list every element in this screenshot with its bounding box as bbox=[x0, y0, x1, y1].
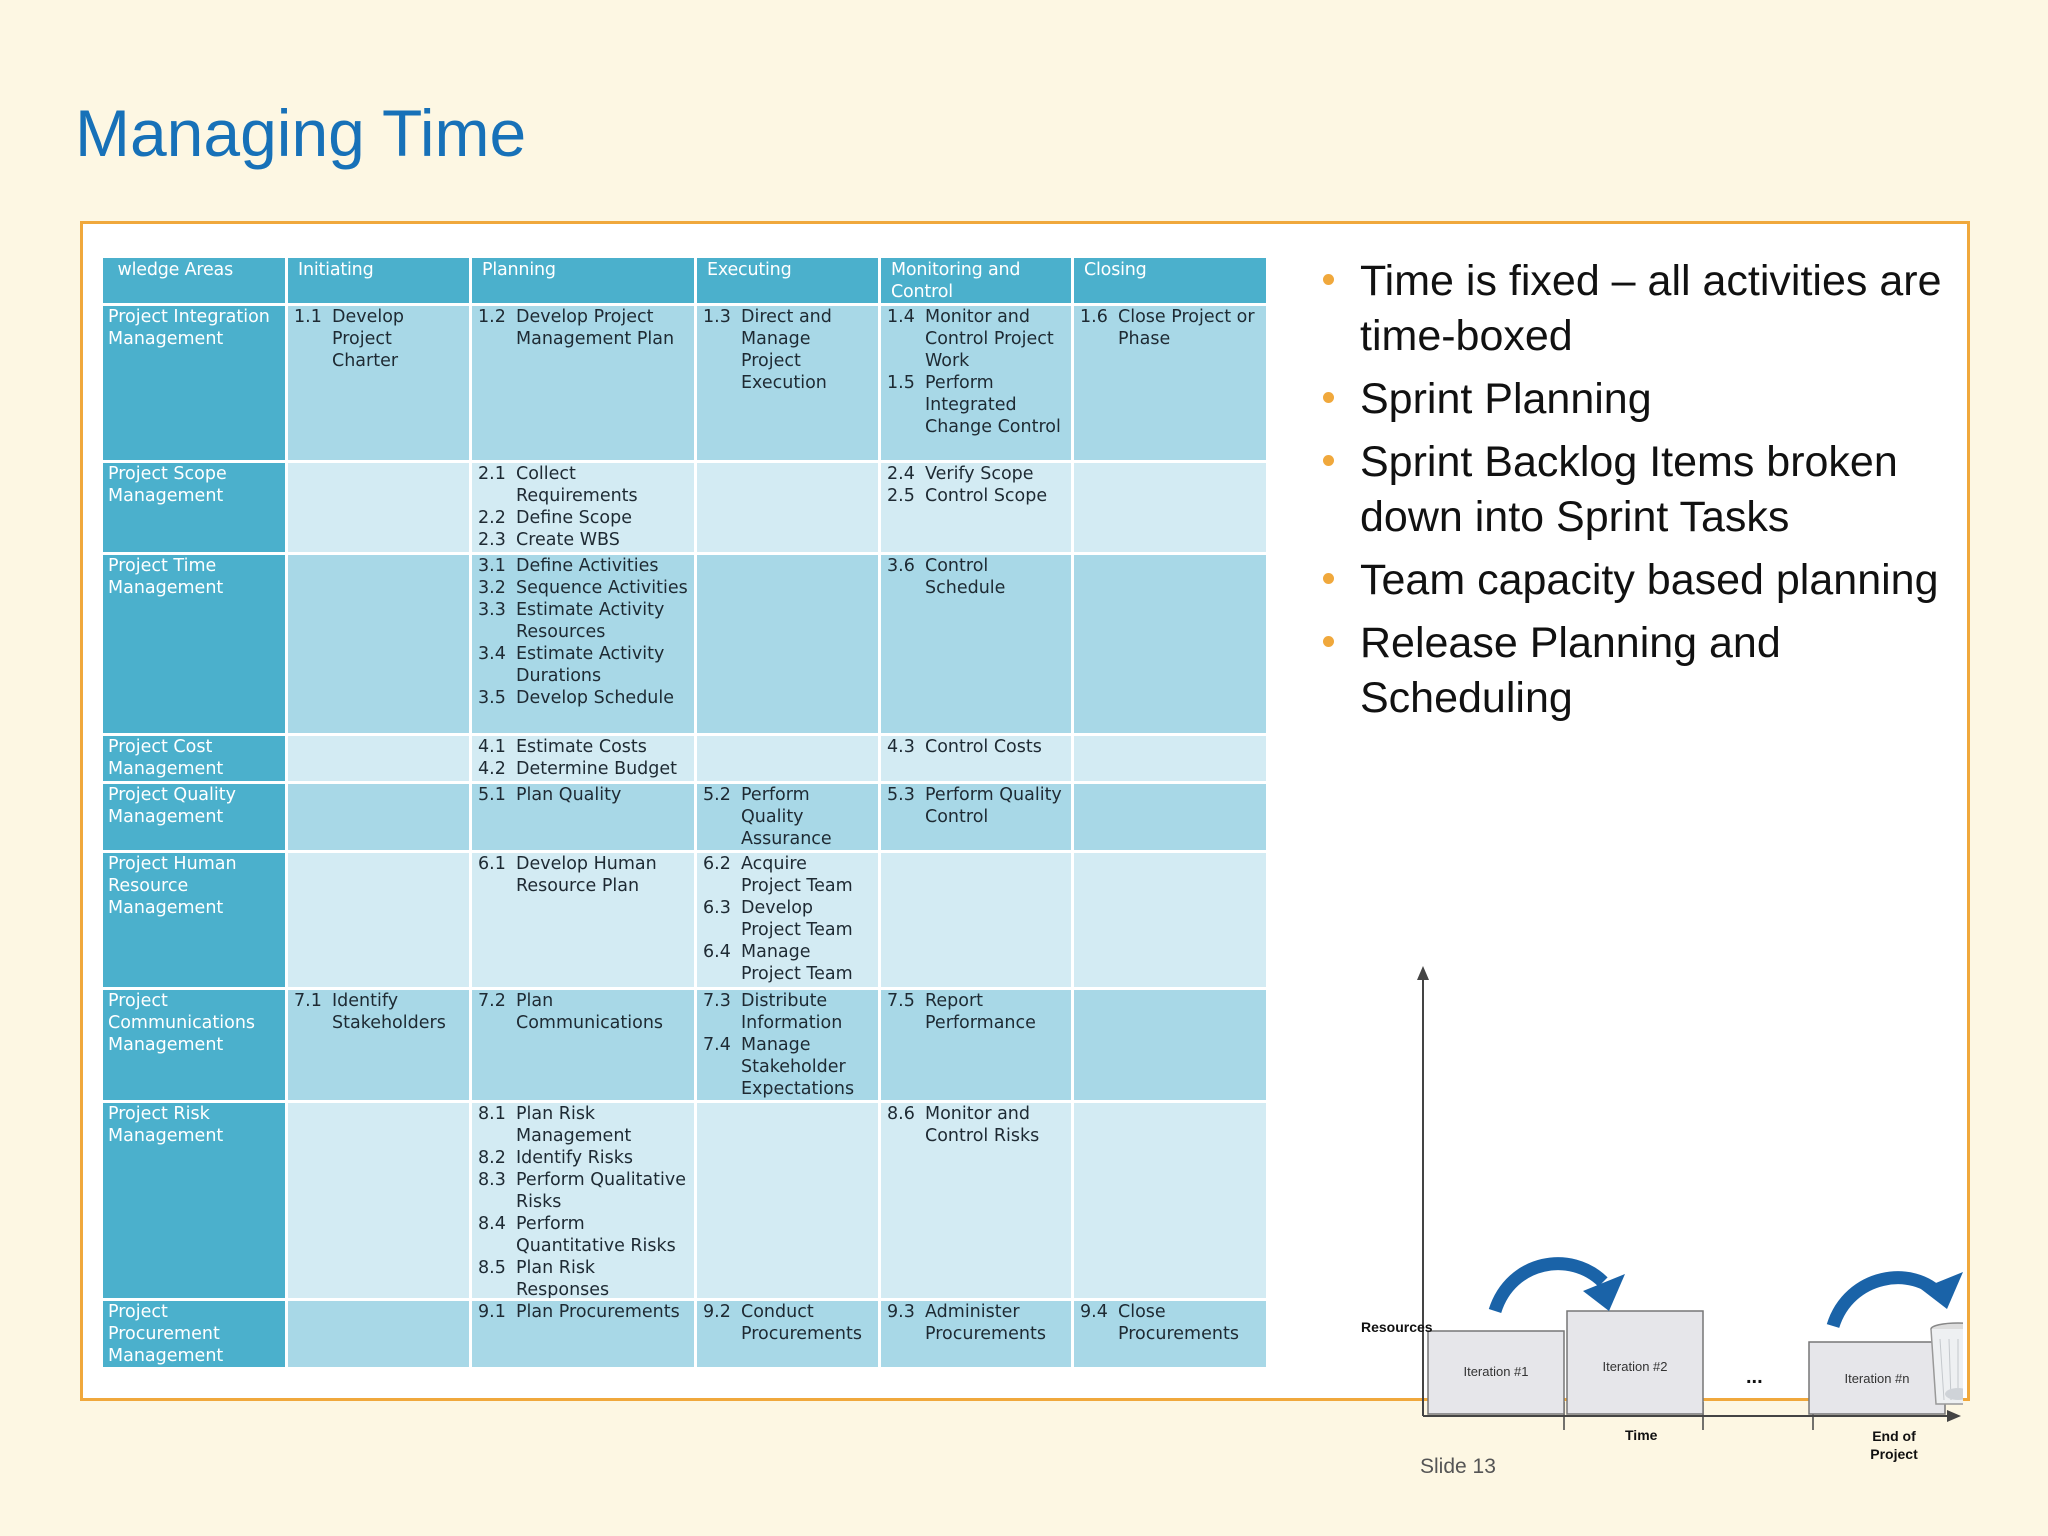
process-item bbox=[478, 463, 688, 507]
process-cell bbox=[881, 784, 1071, 850]
process-item bbox=[703, 990, 872, 1034]
column-header: Planning bbox=[472, 258, 694, 303]
process-cell bbox=[881, 463, 1071, 552]
process-cell bbox=[288, 990, 469, 1100]
process-cell bbox=[472, 736, 694, 781]
process-number: 7.2 bbox=[478, 991, 506, 1011]
process-name: Develop Project Management Plan bbox=[516, 307, 675, 349]
iteration-flow-arrow bbox=[1833, 1278, 1941, 1326]
process-cell bbox=[288, 463, 469, 552]
process-number: 5.1 bbox=[478, 785, 506, 805]
process-name: Develop Schedule bbox=[516, 688, 675, 708]
knowledge-area-label: Project Integration Management bbox=[103, 306, 285, 460]
process-item bbox=[887, 990, 1065, 1034]
process-name: Control Costs bbox=[925, 737, 1042, 757]
process-item bbox=[478, 1301, 688, 1323]
x-axis-arrowhead bbox=[1947, 1410, 1961, 1422]
process-name: Develop Project Team bbox=[741, 898, 853, 940]
bullet-item bbox=[1323, 553, 1943, 608]
process-name: Develop Project Charter bbox=[332, 307, 405, 371]
process-cell bbox=[1074, 1103, 1266, 1298]
process-name: Acquire Project Team bbox=[741, 854, 853, 896]
process-number: 2.1 bbox=[478, 464, 506, 484]
trash-bin-icon bbox=[1931, 1323, 1963, 1404]
process-item bbox=[887, 555, 1065, 599]
process-cell bbox=[697, 463, 878, 552]
knowledge-area-label: Project Communications Management bbox=[103, 990, 285, 1100]
process-name: Create WBS bbox=[516, 530, 620, 550]
process-item bbox=[887, 736, 1065, 758]
bullet-text: Time is fixed – all activities are time-boxed bbox=[1360, 257, 1942, 360]
process-cell bbox=[697, 306, 878, 460]
process-item bbox=[478, 577, 688, 599]
process-name: Control Scope bbox=[925, 486, 1048, 506]
process-name: Perform Quality Assurance bbox=[741, 785, 832, 849]
process-item bbox=[478, 1147, 688, 1169]
process-cell bbox=[881, 1103, 1071, 1298]
process-groups-table bbox=[103, 258, 1263, 1366]
process-item bbox=[887, 372, 1065, 438]
process-item bbox=[478, 853, 688, 897]
process-number: 7.4 bbox=[703, 1035, 731, 1055]
process-name: Plan Risk Responses bbox=[516, 1258, 610, 1298]
process-number: 5.3 bbox=[887, 785, 915, 805]
process-item bbox=[478, 1103, 688, 1147]
knowledge-area-label: Project Human Resource Management bbox=[103, 853, 285, 987]
process-number: 8.4 bbox=[478, 1214, 506, 1234]
process-name: Estimate Activity Resources bbox=[516, 600, 665, 642]
process-name: Collect Requirements bbox=[516, 464, 638, 506]
column-header: Monitoring and Control bbox=[881, 258, 1071, 303]
process-number: 6.3 bbox=[703, 898, 731, 918]
process-number: 8.1 bbox=[478, 1104, 506, 1124]
process-item bbox=[478, 687, 688, 709]
process-number: 9.3 bbox=[887, 1302, 915, 1322]
process-item bbox=[478, 1169, 688, 1213]
process-name: Define Scope bbox=[516, 508, 632, 528]
process-name: Develop Human Resource Plan bbox=[516, 854, 657, 896]
column-header: Initiating bbox=[288, 258, 469, 303]
end-of-project-label: End of Project bbox=[1870, 1428, 1918, 1462]
process-item bbox=[478, 529, 688, 551]
process-name: Manage Stakeholder Expectations bbox=[741, 1035, 855, 1099]
process-cell bbox=[288, 784, 469, 850]
bullet-item bbox=[1323, 372, 1943, 427]
iteration-label-1: Iteration #1 bbox=[1463, 1364, 1529, 1379]
process-cell bbox=[472, 463, 694, 552]
column-header: wledge Areas bbox=[103, 258, 285, 303]
column-header: Closing bbox=[1074, 258, 1266, 303]
process-item bbox=[478, 599, 688, 643]
process-cell bbox=[697, 555, 878, 733]
diagram-graphic bbox=[1263, 964, 1963, 1484]
process-item bbox=[703, 1301, 872, 1345]
process-number: 1.5 bbox=[887, 373, 915, 393]
process-number: 3.5 bbox=[478, 688, 506, 708]
process-number: 3.1 bbox=[478, 556, 506, 576]
process-item bbox=[478, 643, 688, 687]
process-number: 7.3 bbox=[703, 991, 731, 1011]
process-item bbox=[703, 897, 872, 941]
process-name: Control Schedule bbox=[925, 556, 1006, 598]
process-number: 2.5 bbox=[887, 486, 915, 506]
process-number: 4.2 bbox=[478, 759, 506, 779]
bullet-item bbox=[1323, 616, 1943, 726]
process-number: 9.2 bbox=[703, 1302, 731, 1322]
process-number: 1.1 bbox=[294, 307, 322, 327]
process-number: 9.1 bbox=[478, 1302, 506, 1322]
process-name: Identify Risks bbox=[516, 1148, 634, 1168]
process-cell bbox=[1074, 306, 1266, 460]
bullet-item bbox=[1323, 435, 1943, 545]
process-item bbox=[887, 784, 1065, 828]
process-number: 2.2 bbox=[478, 508, 506, 528]
bullet-list bbox=[1323, 254, 1943, 734]
process-number: 8.3 bbox=[478, 1170, 506, 1190]
slide-number: Slide 13 bbox=[1420, 1455, 1496, 1478]
process-name: Manage Project Team bbox=[741, 942, 853, 984]
process-number: 3.4 bbox=[478, 644, 506, 664]
knowledge-area-label: Project Risk Management bbox=[103, 1103, 285, 1298]
process-name: Sequence Activities bbox=[516, 578, 688, 598]
bullet-text: Team capacity based planning bbox=[1360, 556, 1939, 604]
iteration-label-n: Iteration #n bbox=[1844, 1371, 1910, 1386]
process-cell bbox=[472, 990, 694, 1100]
process-cell bbox=[1074, 736, 1266, 781]
process-cell bbox=[881, 1301, 1071, 1367]
process-cell bbox=[1074, 784, 1266, 850]
process-name: Plan Quality bbox=[516, 785, 622, 805]
process-cell bbox=[881, 555, 1071, 733]
process-cell bbox=[288, 555, 469, 733]
content-frame bbox=[80, 221, 1970, 1462]
process-item bbox=[703, 853, 872, 897]
process-cell bbox=[288, 1301, 469, 1367]
bullet-text: Release Planning and Scheduling bbox=[1360, 619, 1781, 722]
process-name: Plan Procurements bbox=[516, 1302, 680, 1322]
process-number: 4.3 bbox=[887, 737, 915, 757]
bullet-dot-icon bbox=[1323, 455, 1334, 466]
bullet-dot-icon bbox=[1323, 274, 1334, 285]
process-name: Identify Stakeholders bbox=[332, 991, 446, 1033]
process-item bbox=[887, 463, 1065, 485]
process-item bbox=[294, 306, 463, 372]
y-axis-label: Resources bbox=[1361, 1319, 1433, 1335]
process-name: Perform Quantitative Risks bbox=[516, 1214, 676, 1256]
process-item bbox=[478, 736, 688, 758]
process-number: 1.4 bbox=[887, 307, 915, 327]
process-item bbox=[703, 1034, 872, 1100]
process-item bbox=[1080, 1301, 1260, 1345]
process-number: 7.5 bbox=[887, 991, 915, 1011]
process-name: Verify Scope bbox=[925, 464, 1034, 484]
iteration-diagram bbox=[1263, 964, 1963, 1484]
process-number: 8.2 bbox=[478, 1148, 506, 1168]
process-cell bbox=[472, 306, 694, 460]
process-item bbox=[478, 507, 688, 529]
process-name: Report Performance bbox=[925, 991, 1036, 1033]
process-item bbox=[887, 306, 1065, 372]
bullet-dot-icon bbox=[1323, 573, 1334, 584]
process-name: Conduct Procurements bbox=[741, 1302, 862, 1344]
process-cell bbox=[697, 853, 878, 987]
process-item bbox=[294, 990, 463, 1034]
process-name: Perform Quality Control bbox=[925, 785, 1062, 827]
process-cell bbox=[472, 853, 694, 987]
process-cell bbox=[1074, 463, 1266, 552]
process-item bbox=[478, 1213, 688, 1257]
process-number: 8.5 bbox=[478, 1258, 506, 1278]
process-number: 9.4 bbox=[1080, 1302, 1108, 1322]
knowledge-area-label: Project Cost Management bbox=[103, 736, 285, 781]
process-name: Plan Communications bbox=[516, 991, 664, 1033]
process-name: Determine Budget bbox=[516, 759, 678, 779]
process-number: 5.2 bbox=[703, 785, 731, 805]
ellipsis: ... bbox=[1746, 1366, 1763, 1388]
process-cell bbox=[1074, 1301, 1266, 1367]
column-header: Executing bbox=[697, 258, 878, 303]
process-item bbox=[887, 485, 1065, 507]
process-number: 2.4 bbox=[887, 464, 915, 484]
process-item bbox=[887, 1301, 1065, 1345]
process-name: Monitor and Control Risks bbox=[925, 1104, 1040, 1146]
process-name: Define Activities bbox=[516, 556, 659, 576]
process-cell bbox=[881, 306, 1071, 460]
knowledge-area-label: Project Procurement Management bbox=[103, 1301, 285, 1367]
process-item bbox=[703, 941, 872, 985]
process-number: 1.2 bbox=[478, 307, 506, 327]
process-number: 6.1 bbox=[478, 854, 506, 874]
bullet-text: Sprint Planning bbox=[1360, 375, 1652, 423]
process-name: Monitor and Control Project Work bbox=[925, 307, 1054, 371]
process-name: Perform Qualitative Risks bbox=[516, 1170, 687, 1212]
process-name: Administer Procurements bbox=[925, 1302, 1046, 1344]
process-cell bbox=[1074, 990, 1266, 1100]
process-name: Estimate Activity Durations bbox=[516, 644, 665, 686]
process-item bbox=[478, 306, 688, 350]
arrowhead bbox=[1921, 1272, 1963, 1309]
bullet-dot-icon bbox=[1323, 392, 1334, 403]
process-number: 4.1 bbox=[478, 737, 506, 757]
process-name: Close Project or Phase bbox=[1118, 307, 1255, 349]
process-name: Perform Integrated Change Control bbox=[925, 373, 1061, 437]
process-cell bbox=[288, 1103, 469, 1298]
slide-title: Managing Time bbox=[75, 96, 527, 170]
knowledge-area-label: Project Scope Management bbox=[103, 463, 285, 552]
y-axis-arrowhead bbox=[1417, 966, 1429, 980]
process-item bbox=[703, 306, 872, 394]
process-cell bbox=[288, 736, 469, 781]
process-cell bbox=[1074, 555, 1266, 733]
process-number: 1.6 bbox=[1080, 307, 1108, 327]
process-cell bbox=[881, 990, 1071, 1100]
process-name: Distribute Information bbox=[741, 991, 843, 1033]
process-item bbox=[703, 784, 872, 850]
process-cell bbox=[472, 1103, 694, 1298]
process-cell bbox=[288, 306, 469, 460]
process-cell bbox=[1074, 853, 1266, 987]
process-item bbox=[478, 758, 688, 780]
process-number: 6.2 bbox=[703, 854, 731, 874]
process-number: 3.3 bbox=[478, 600, 506, 620]
process-cell bbox=[472, 555, 694, 733]
process-name: Close Procurements bbox=[1118, 1302, 1239, 1344]
process-item bbox=[478, 990, 688, 1034]
x-axis-label: Time bbox=[1625, 1427, 1658, 1443]
process-item bbox=[478, 1257, 688, 1298]
process-name: Direct and Manage Project Execution bbox=[741, 307, 832, 393]
process-item bbox=[1080, 306, 1260, 350]
process-number: 2.3 bbox=[478, 530, 506, 550]
process-cell bbox=[697, 736, 878, 781]
iteration-flow-arrow bbox=[1495, 1264, 1603, 1311]
process-cell bbox=[881, 736, 1071, 781]
process-number: 3.2 bbox=[478, 578, 506, 598]
process-item bbox=[478, 555, 688, 577]
knowledge-area-label: Project Quality Management bbox=[103, 784, 285, 850]
process-cell bbox=[697, 784, 878, 850]
process-name: Plan Risk Management bbox=[516, 1104, 632, 1146]
process-number: 1.3 bbox=[703, 307, 731, 327]
process-cell bbox=[472, 784, 694, 850]
knowledge-area-label: Project Time Management bbox=[103, 555, 285, 733]
process-number: 7.1 bbox=[294, 991, 322, 1011]
process-item bbox=[887, 1103, 1065, 1147]
bullet-item bbox=[1323, 254, 1943, 364]
iteration-label-2: Iteration #2 bbox=[1602, 1359, 1668, 1374]
process-number: 3.6 bbox=[887, 556, 915, 576]
process-cell bbox=[472, 1301, 694, 1367]
bullet-dot-icon bbox=[1323, 636, 1334, 647]
process-cell bbox=[881, 853, 1071, 987]
bullet-text: Sprint Backlog Items broken down into Sprint Tasks bbox=[1360, 438, 1898, 541]
process-cell bbox=[288, 853, 469, 987]
process-item bbox=[478, 784, 688, 806]
process-cell bbox=[697, 1103, 878, 1298]
process-number: 8.6 bbox=[887, 1104, 915, 1124]
process-number: 6.4 bbox=[703, 942, 731, 962]
process-name: Estimate Costs bbox=[516, 737, 647, 757]
process-cell bbox=[697, 1301, 878, 1367]
process-cell bbox=[697, 990, 878, 1100]
